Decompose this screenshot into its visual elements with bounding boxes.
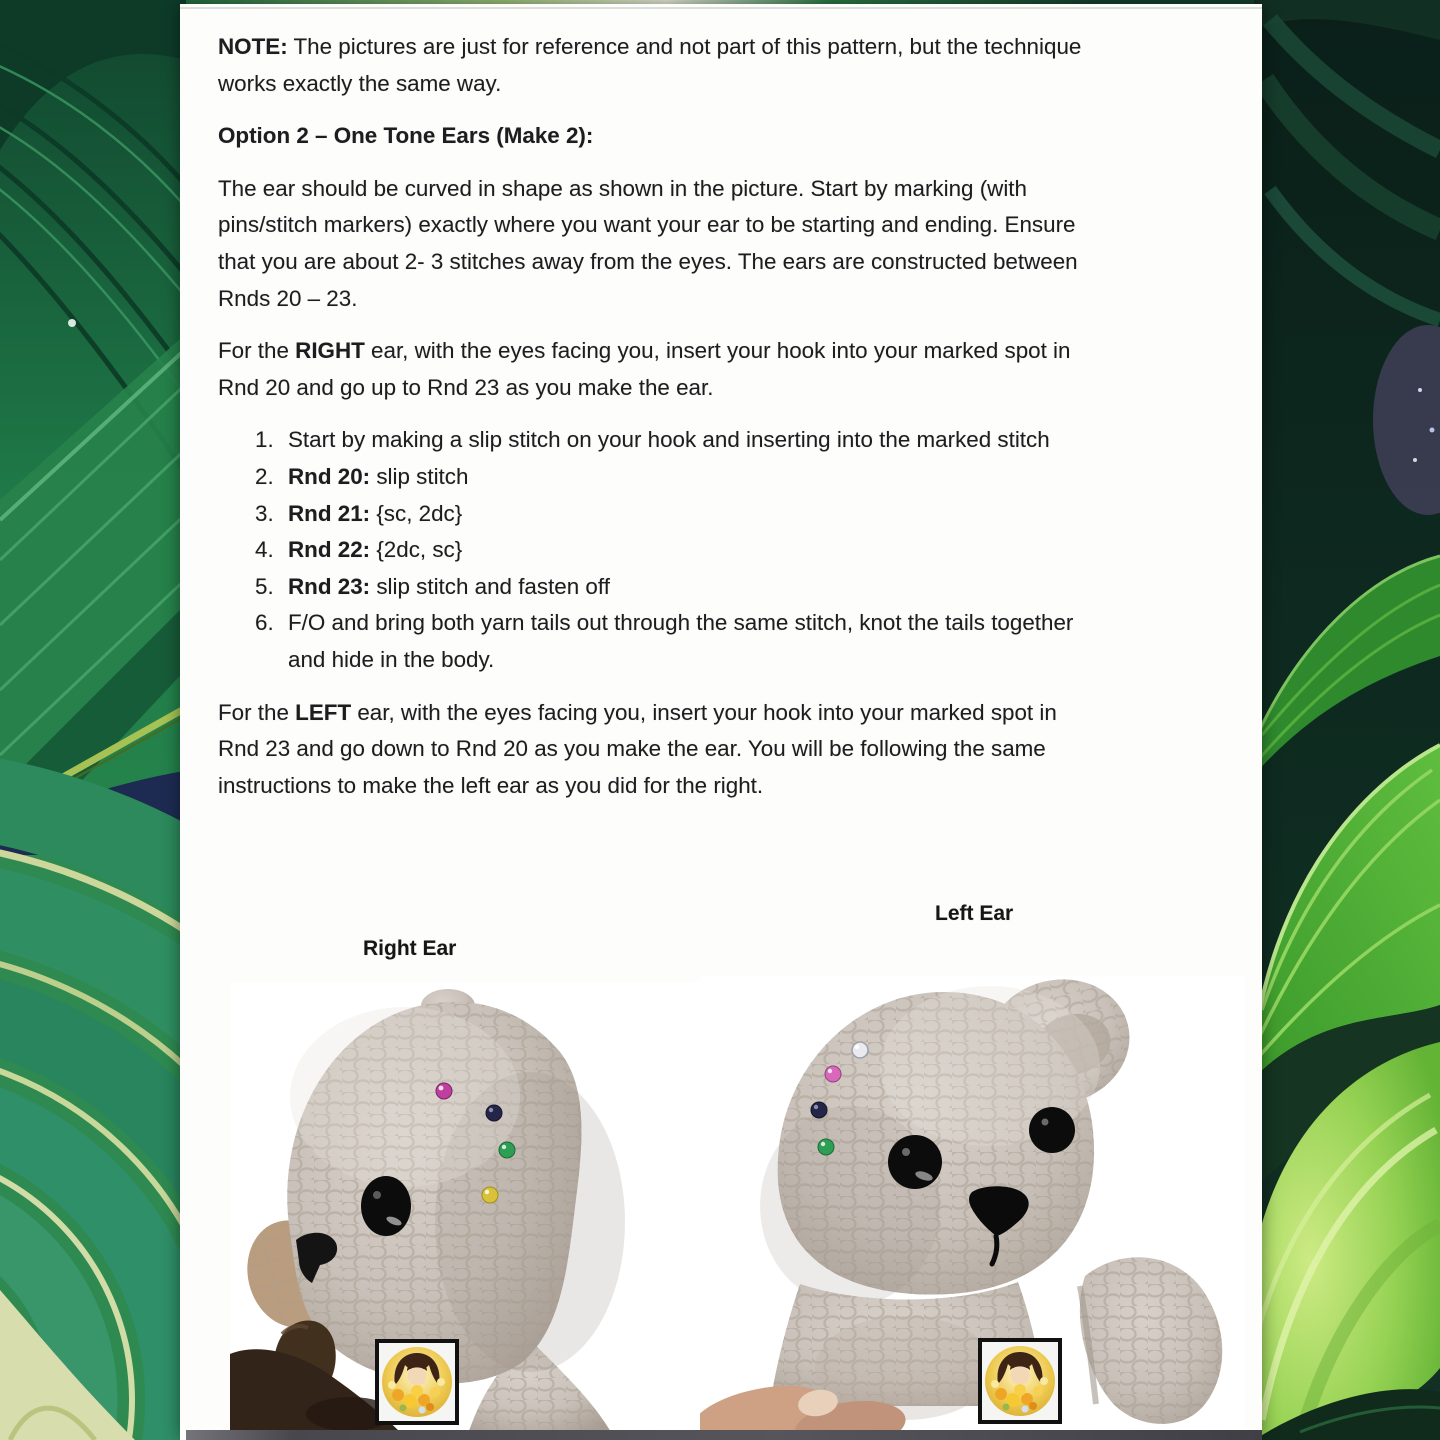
scan-edge-top [180, 7, 1262, 9]
bold-run: Rnd 20: [288, 463, 371, 489]
list-number: 2. [255, 463, 274, 489]
paragraph [218, 171, 1224, 317]
text-run: F/O and bring both yarn tails out through the same stitch, knot the tails together [288, 610, 1074, 636]
list-item-text [288, 422, 1050, 459]
list-item-text [288, 605, 1073, 678]
text-run: Rnds 20 – 23. [218, 285, 358, 311]
bold-run: RIGHT [295, 338, 365, 364]
ordered-list [218, 422, 1224, 678]
text-line [218, 281, 1224, 318]
text-line [218, 171, 1224, 208]
list-item [255, 605, 1224, 678]
list-item [255, 532, 1224, 569]
text-run: For the [218, 338, 296, 364]
bold-run: LEFT [295, 699, 352, 725]
bold-run: Option 2 – One Tone Ears (Make 2): [218, 123, 594, 149]
bold-run: Rnd 22: [288, 537, 371, 563]
text-line [288, 569, 610, 606]
list-item [255, 422, 1224, 459]
list-number: 1. [255, 427, 274, 453]
list-item-text [288, 532, 462, 569]
section-heading [218, 118, 1224, 155]
list-item-text [288, 569, 610, 606]
list-number: 5. [255, 573, 274, 599]
text-run: instructions to make the left ear as you did for the right. [218, 772, 764, 798]
text-line [218, 370, 1224, 407]
text-line [218, 244, 1224, 281]
bold-run: NOTE: [218, 34, 288, 59]
text-line [218, 118, 1224, 155]
photo-left-ear-bear [700, 976, 1245, 1432]
scan-edge-strip [186, 1430, 1262, 1440]
text-run: {sc, 2dc} [370, 500, 463, 526]
paragraph [218, 29, 1224, 102]
text-line [218, 207, 1224, 244]
text-line [288, 642, 1073, 679]
text-line [218, 768, 1224, 805]
document-page [180, 4, 1262, 1440]
text-run: and hide in the body. [288, 646, 495, 672]
text-run: Start by making a slip stitch on your hook and inserting into the marked stitch [288, 427, 1050, 453]
text-run: Rnd 20 and go up to Rnd 23 as you make the ear. [218, 374, 714, 400]
text-run: that you are about 2- 3 stitches away from the eyes. The ears are constructed between [218, 248, 1078, 274]
text-run: ear, with the eyes facing you, insert your hook into your marked spot in [364, 338, 1071, 364]
paragraph [218, 695, 1224, 805]
text-run: The pictures are just for reference and not part of this pattern, but the technique [287, 34, 1082, 59]
text-line [288, 496, 462, 533]
list-item [255, 459, 1224, 496]
pin-navy [811, 1102, 827, 1118]
list-item [255, 496, 1224, 533]
text-run: {2dc, sc} [370, 537, 463, 563]
bear-eye [361, 1176, 411, 1236]
text-run: slip stitch [370, 463, 469, 489]
pin-silver [852, 1042, 868, 1058]
list-item [255, 569, 1224, 606]
list-number: 4. [255, 537, 274, 563]
photo-right-ear-bear [230, 982, 700, 1434]
pin-green [499, 1142, 515, 1158]
watermark-logo [375, 1339, 459, 1425]
text-line [218, 66, 1224, 103]
text-run: works exactly the same way. [218, 70, 502, 96]
figure-label-left-ear: Left Ear [935, 902, 1014, 925]
text-line [288, 532, 462, 569]
list-number: 6. [255, 610, 274, 636]
text-line [218, 731, 1224, 768]
text-line [218, 333, 1224, 370]
text-run: pins/stitch markers) exactly where you want your ear to be starting and ending. Ensure [218, 212, 1076, 238]
list-item-text [288, 459, 468, 496]
list-item-text [288, 496, 462, 533]
text-run: The ear should be curved in shape as shown in the picture. Start by marking (with [218, 175, 1027, 201]
text-run: Rnd 23 and go down to Rnd 20 as you make the ear. You will be following the same [218, 736, 1046, 762]
text-run: ear, with the eyes facing you, insert your hook into your marked spot in [351, 699, 1057, 725]
pin-green [818, 1139, 834, 1155]
pin-pink [825, 1066, 841, 1082]
text-run: slip stitch and fasten off [370, 573, 610, 599]
watermark-logo [978, 1338, 1062, 1424]
right-leaves [1254, 0, 1440, 1440]
text-line [288, 459, 468, 496]
text-line [218, 695, 1224, 732]
bold-run: Rnd 23: [288, 573, 371, 599]
figure-label-right-ear: Right Ear [363, 937, 457, 960]
text-line [288, 422, 1050, 459]
list-number: 3. [255, 500, 274, 526]
bold-run: Rnd 21: [288, 500, 371, 526]
pin-magenta [436, 1083, 452, 1099]
paragraph [218, 333, 1224, 406]
text-line [218, 29, 1224, 66]
text-line [288, 605, 1073, 642]
document-text [218, 29, 1224, 820]
pin-yellow [482, 1187, 498, 1203]
text-run: For the [218, 699, 296, 725]
pin-navy [486, 1105, 502, 1121]
